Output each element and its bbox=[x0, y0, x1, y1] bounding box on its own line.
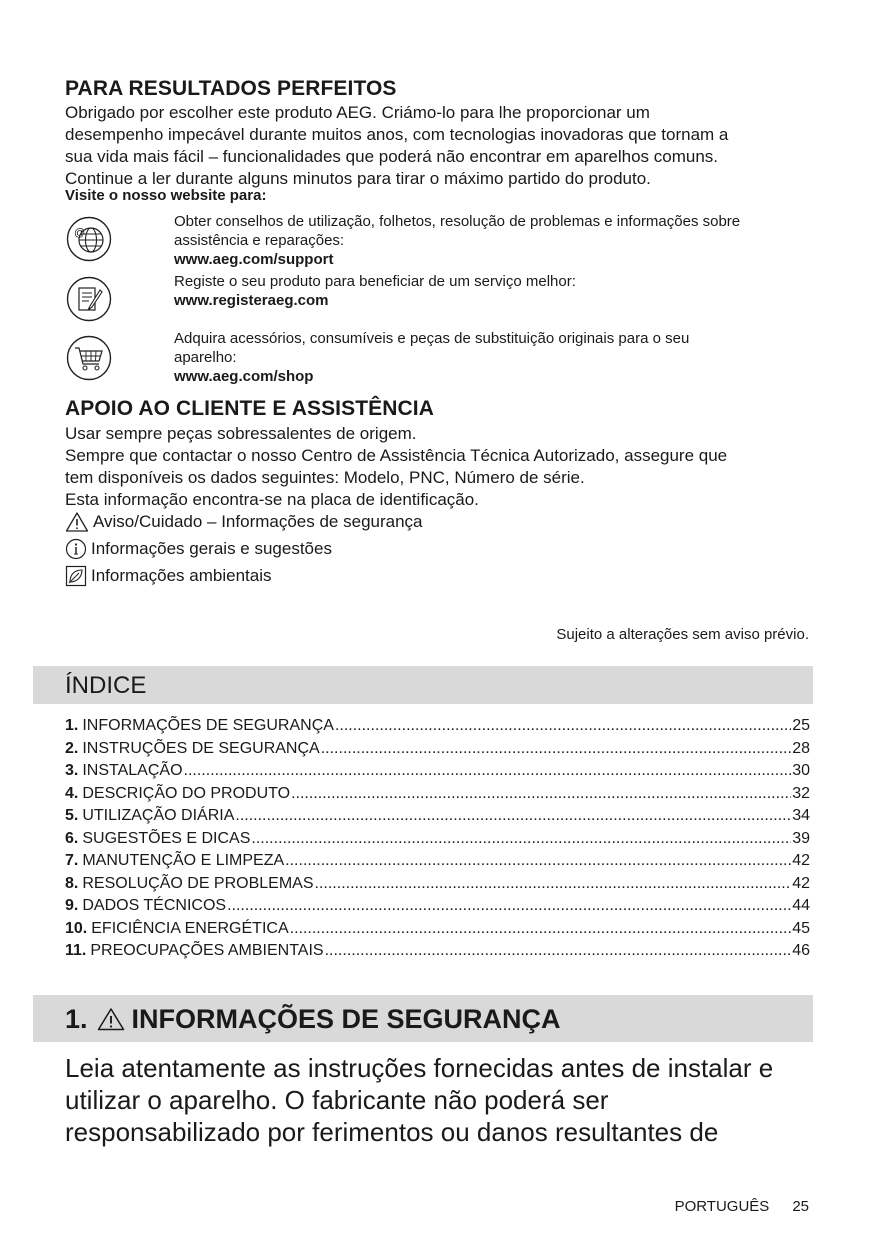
support-link-block bbox=[174, 212, 814, 269]
legend-info bbox=[65, 538, 332, 560]
intro-line: Obrigado por escolher este produto AEG. Criámo-lo para lhe proporcionar um bbox=[65, 103, 650, 122]
footer-page-number: 25 bbox=[792, 1198, 809, 1215]
support-line: Sempre que contactar o nosso Centro de Assistência Técnica Autorizado, assegure que bbox=[65, 446, 728, 465]
shop-link-text: aparelho: bbox=[174, 349, 237, 366]
toc-label: DADOS TÉCNICOS bbox=[82, 897, 227, 914]
register-link-text: Registe o seu produto para beneficiar de um serviço melhor: bbox=[174, 273, 576, 290]
toc-leader bbox=[184, 760, 792, 783]
intro-line: desempenho impecável durante muitos anos, com tecnologias inovadoras que tornam a bbox=[65, 125, 729, 144]
toc-label: PREOCUPAÇÕES AMBIENTAIS bbox=[90, 942, 324, 959]
support-link-text: Obter conselhos de utilização, folhetos, resolução de problemas e informações sobre bbox=[174, 213, 741, 230]
toc-row[interactable] bbox=[65, 783, 810, 806]
cart-icon bbox=[66, 335, 112, 381]
shop-link-text: Adquira acessórios, consumíveis e peças de substituição originais para o seu bbox=[174, 330, 690, 347]
support-title: APOIO AO CLIENTE E ASSISTÊNCIA bbox=[65, 397, 434, 420]
toc-label: INSTALAÇÃO bbox=[82, 762, 183, 779]
toc-page: 32 bbox=[792, 784, 810, 802]
toc-page: 46 bbox=[792, 942, 810, 959]
globe-icon bbox=[66, 216, 112, 262]
toc-number: 7. bbox=[65, 852, 79, 869]
toc-page: 25 bbox=[792, 717, 810, 734]
toc-page: 44 bbox=[792, 897, 810, 914]
toc-number: 5. bbox=[65, 807, 79, 824]
toc-row[interactable] bbox=[65, 738, 810, 761]
toc-label: INSTRUÇÕES DE SEGURANÇA bbox=[82, 739, 320, 757]
toc-page: 39 bbox=[792, 829, 810, 847]
safety-title: INFORMAÇÕES DE SEGURANÇA bbox=[131, 1004, 561, 1034]
change-notice: Sujeito a alterações sem aviso prévio. bbox=[556, 626, 809, 643]
support-url-link[interactable]: www.aeg.com/support bbox=[174, 251, 334, 268]
toc-row[interactable] bbox=[65, 873, 810, 896]
toc-row[interactable] bbox=[65, 828, 810, 851]
legend-info-label: Informações gerais e sugestões bbox=[91, 539, 332, 558]
page-footer bbox=[675, 1197, 809, 1216]
toc-leader bbox=[335, 715, 791, 738]
warning-icon bbox=[96, 1006, 126, 1032]
intro-title: PARA RESULTADOS PERFEITOS bbox=[65, 77, 397, 100]
toc-row[interactable] bbox=[65, 850, 810, 873]
toc-row[interactable] bbox=[65, 715, 810, 738]
toc-leader bbox=[235, 805, 791, 828]
toc-leader bbox=[285, 850, 791, 873]
toc-page: 28 bbox=[792, 739, 810, 757]
toc-number: 9. bbox=[65, 897, 79, 914]
safety-paragraph bbox=[65, 1052, 845, 1148]
intro-paragraph bbox=[65, 102, 825, 190]
toc-leader bbox=[325, 940, 792, 963]
toc-leader bbox=[321, 738, 791, 761]
toc-page: 45 bbox=[792, 919, 810, 937]
register-link-block bbox=[174, 272, 814, 310]
svg-text:@: @ bbox=[74, 227, 86, 239]
info-icon bbox=[65, 538, 87, 560]
support-line: Usar sempre peças sobressalentes de origem. bbox=[65, 424, 417, 443]
toc-number: 11. bbox=[65, 942, 87, 959]
toc-leader bbox=[315, 873, 792, 896]
warning-icon bbox=[65, 511, 89, 533]
intro-line: sua vida mais fácil – funcionalidades que poderá não encontrar em aparelhos comuns. bbox=[65, 147, 719, 166]
safety-line: responsabilizado por ferimentos ou danos resultantes de bbox=[65, 1117, 719, 1147]
toc-leader bbox=[291, 783, 791, 806]
toc-list bbox=[65, 715, 810, 963]
toc-number: 1. bbox=[65, 717, 79, 734]
intro-line: Continue a ler durante alguns minutos para tirar o máximo partido do produto. bbox=[65, 169, 651, 188]
toc-label: MANUTENÇÃO E LIMPEZA bbox=[82, 852, 285, 869]
safety-line: utilizar o aparelho. O fabricante não poderá ser bbox=[65, 1085, 609, 1115]
support-line: Esta informação encontra-se na placa de identificação. bbox=[65, 490, 479, 509]
toc-row[interactable] bbox=[65, 895, 810, 918]
toc-row[interactable] bbox=[65, 918, 810, 941]
toc-page: 34 bbox=[792, 807, 810, 824]
visit-label: Visite o nosso website para: bbox=[65, 187, 267, 204]
toc-leader bbox=[290, 918, 792, 941]
footer-language: PORTUGUÊS bbox=[674, 1198, 770, 1215]
toc-number: 6. bbox=[65, 829, 79, 847]
toc-page: 42 bbox=[792, 852, 810, 869]
register-icon bbox=[66, 276, 112, 322]
toc-label: SUGESTÕES E DICAS bbox=[82, 829, 251, 847]
legend-environment-label: Informações ambientais bbox=[91, 566, 272, 585]
toc-page: 42 bbox=[792, 874, 810, 892]
toc-page: 30 bbox=[792, 762, 810, 779]
shop-url-link[interactable]: www.aeg.com/shop bbox=[174, 368, 314, 385]
toc-row[interactable] bbox=[65, 760, 810, 783]
toc-label: RESOLUÇÃO DE PROBLEMAS bbox=[82, 874, 314, 892]
toc-label: INFORMAÇÕES DE SEGURANÇA bbox=[82, 717, 334, 734]
safety-header-bar bbox=[33, 995, 813, 1042]
toc-number: 4. bbox=[65, 784, 79, 802]
support-line: tem disponíveis os dados seguintes: Modelo, PNC, Número de série. bbox=[65, 468, 585, 487]
toc-header-bar bbox=[33, 666, 813, 704]
legend-environment bbox=[65, 565, 271, 587]
support-link-text: assistência e reparações: bbox=[174, 232, 345, 249]
leaf-icon bbox=[65, 565, 87, 587]
toc-number: 2. bbox=[65, 739, 79, 757]
toc-row[interactable] bbox=[65, 805, 810, 828]
toc-label: DESCRIÇÃO DO PRODUTO bbox=[82, 784, 291, 802]
toc-leader bbox=[227, 895, 791, 918]
register-url-link[interactable]: www.registeraeg.com bbox=[174, 292, 329, 309]
safety-line: Leia atentamente as instruções fornecidas antes de instalar e bbox=[65, 1053, 774, 1083]
toc-number: 8. bbox=[65, 874, 79, 892]
shop-link-block bbox=[174, 329, 814, 386]
legend-warning bbox=[65, 511, 423, 533]
support-paragraph bbox=[65, 423, 825, 511]
safety-heading bbox=[65, 1004, 561, 1034]
toc-row[interactable] bbox=[65, 940, 810, 963]
toc-title: ÍNDICE bbox=[65, 672, 147, 699]
toc-label: EFICIÊNCIA ENERGÉTICA bbox=[91, 919, 289, 937]
toc-number: 3. bbox=[65, 762, 79, 779]
legend-warning-label: Aviso/Cuidado – Informações de segurança bbox=[93, 512, 423, 531]
safety-number: 1. bbox=[65, 1004, 88, 1034]
toc-label: UTILIZAÇÃO DIÁRIA bbox=[82, 807, 235, 824]
toc-leader bbox=[251, 828, 791, 851]
toc-number: 10. bbox=[65, 919, 88, 937]
